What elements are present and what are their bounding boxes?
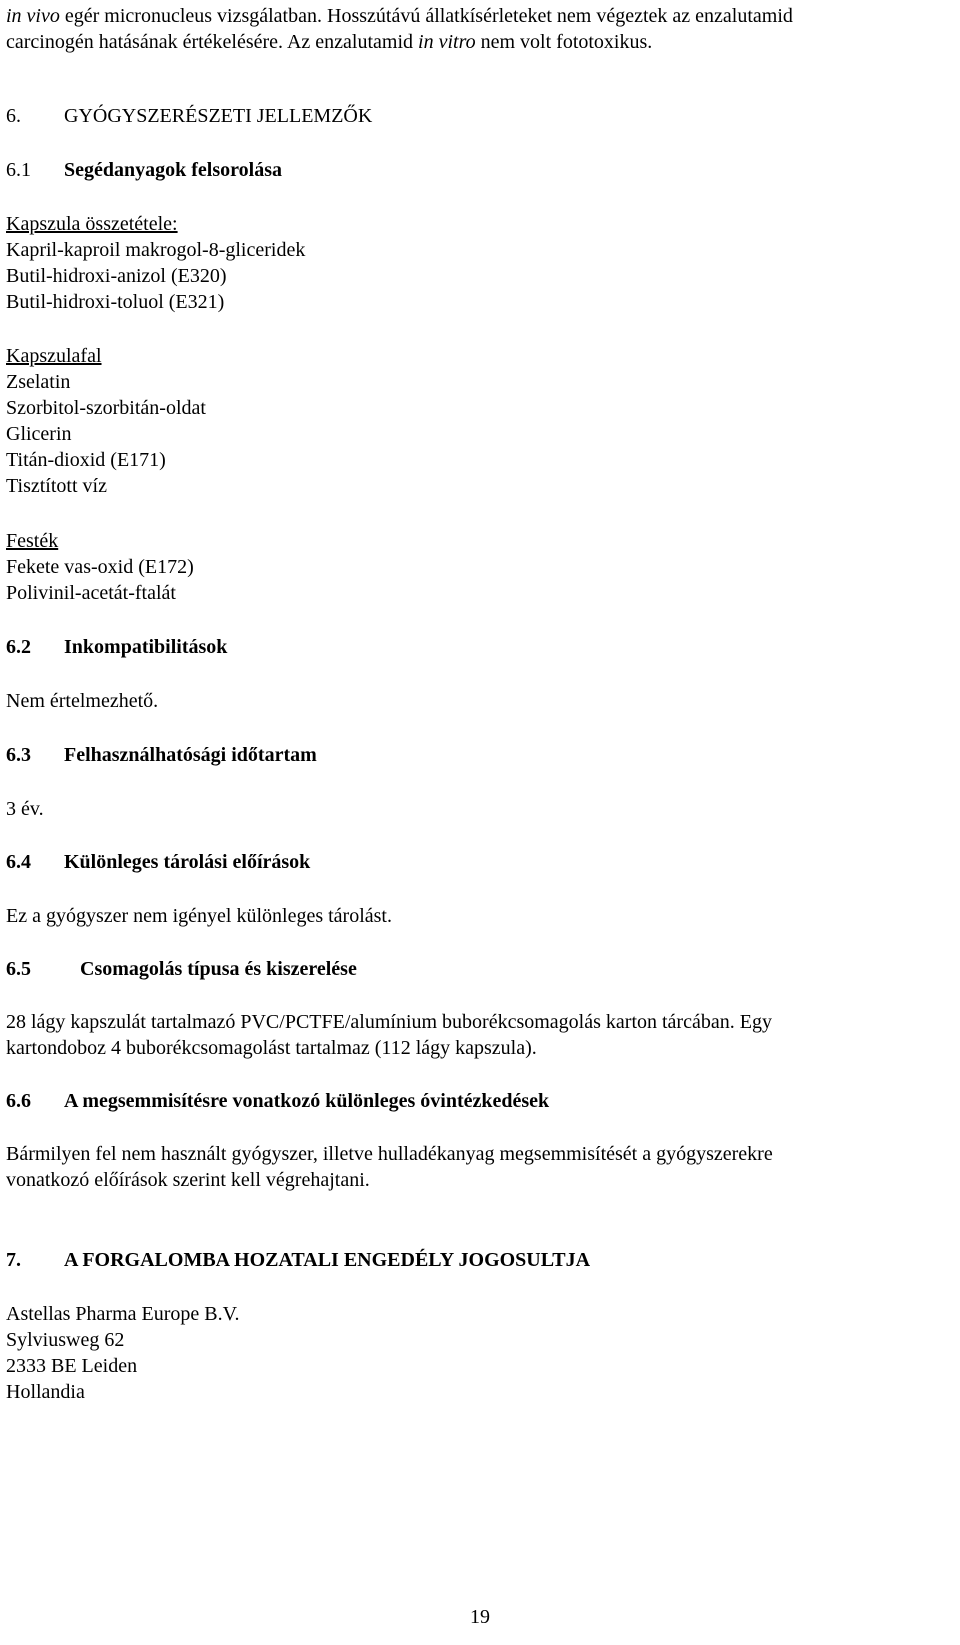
ink-item: Fekete vas-oxid (E172)	[6, 556, 194, 578]
section-6-2-text: Nem értelmezhető.	[6, 690, 159, 712]
intro-line-2-text-a: carcinogén hatásának értékelésére. Az enzalutamid	[6, 31, 419, 53]
section-6-3-number: 6.3	[6, 744, 31, 766]
intro-line-1	[6, 3, 793, 29]
address-line: Sylviusweg 62	[6, 1329, 125, 1351]
ink-item: Polivinil-acetát-ftalát	[6, 582, 176, 604]
section-6-5-title: Csomagolás típusa és kiszerelése	[80, 958, 357, 980]
section-6-6-title: A megsemmisítésre vonatkozó különleges óvintézkedések	[64, 1090, 550, 1112]
shell-item: Zselatin	[6, 371, 71, 393]
section-6-4-number: 6.4	[6, 851, 31, 873]
section-6-1-number: 6.1	[6, 159, 31, 181]
section-6-5-heading	[6, 956, 357, 982]
shell-item: Titán-dioxid (E171)	[6, 449, 166, 471]
section-6-5-text-line-2: kartondoboz 4 buborékcsomagolást tartalmaz (112 lágy kapszula).	[6, 1037, 537, 1059]
section-6-2-title: Inkompatibilitások	[64, 636, 228, 658]
section-6-1-heading	[6, 157, 282, 183]
capsule-item: Butil-hidroxi-anizol (E320)	[6, 265, 227, 287]
intro-line-1-text: egér micronucleus vizsgálatban. Hosszútávú állatkísérleteket nem végeztek az enzalutamid	[59, 5, 793, 27]
section-7-number: 7.	[6, 1249, 21, 1271]
capsule-item: Kapril-kaproil makrogol-8-gliceridek	[6, 239, 306, 261]
section-6-6-text-line-2: vonatkozó előírások szerint kell végrehajtani.	[6, 1169, 370, 1191]
intro-italic-in-vivo: in vivo	[6, 5, 60, 27]
section-7-heading	[6, 1247, 590, 1273]
section-6-6-text-line-1: Bármilyen fel nem használt gyógyszer, illetve hulladékanyag megsemmisítését a gyógyszerekre	[6, 1143, 773, 1165]
section-6-4-title: Különleges tárolási előírások	[64, 851, 311, 873]
ink-heading: Festék	[6, 530, 59, 552]
intro-line-2	[6, 29, 652, 55]
section-6-1-title: Segédanyagok felsorolása	[64, 159, 282, 181]
address-line: Hollandia	[6, 1381, 85, 1403]
section-6-3-heading	[6, 742, 317, 768]
intro-italic-in-vitro: in vitro	[418, 31, 476, 53]
section-6-5-number: 6.5	[6, 958, 31, 980]
section-6-3-text: 3 év.	[6, 798, 44, 820]
section-6-heading	[6, 103, 372, 129]
shell-item: Tisztított víz	[6, 475, 107, 497]
section-6-3-title: Felhasználhatósági időtartam	[64, 744, 317, 766]
section-6-2-number: 6.2	[6, 636, 31, 658]
capsule-heading: Kapszula összetétele:	[6, 213, 178, 235]
shell-item: Szorbitol-szorbitán-oldat	[6, 397, 206, 419]
capsule-item: Butil-hidroxi-toluol (E321)	[6, 291, 225, 313]
section-6-5-text-line-1: 28 lágy kapszulát tartalmazó PVC/PCTFE/alumínium buborékcsomagolás karton tárcában. Egy	[6, 1011, 772, 1033]
section-6-4-heading	[6, 849, 310, 875]
section-6-6-heading	[6, 1088, 549, 1114]
section-7-title: A FORGALOMBA HOZATALI ENGEDÉLY JOGOSULTJA	[64, 1249, 591, 1271]
section-6-6-number: 6.6	[6, 1090, 31, 1112]
section-6-2-heading	[6, 634, 227, 660]
shell-item: Glicerin	[6, 423, 72, 445]
address-line: Astellas Pharma Europe B.V.	[6, 1303, 240, 1325]
address-line: 2333 BE Leiden	[6, 1355, 138, 1377]
section-6-title: GYÓGYSZERÉSZETI JELLEMZŐK	[64, 105, 373, 127]
page-number: 19	[470, 1606, 490, 1628]
shell-heading: Kapszulafal	[6, 345, 102, 367]
intro-line-2-text-b: nem volt fototoxikus.	[475, 31, 653, 53]
section-6-4-text: Ez a gyógyszer nem igényel különleges tárolást.	[6, 905, 392, 927]
section-6-number: 6.	[6, 105, 21, 127]
